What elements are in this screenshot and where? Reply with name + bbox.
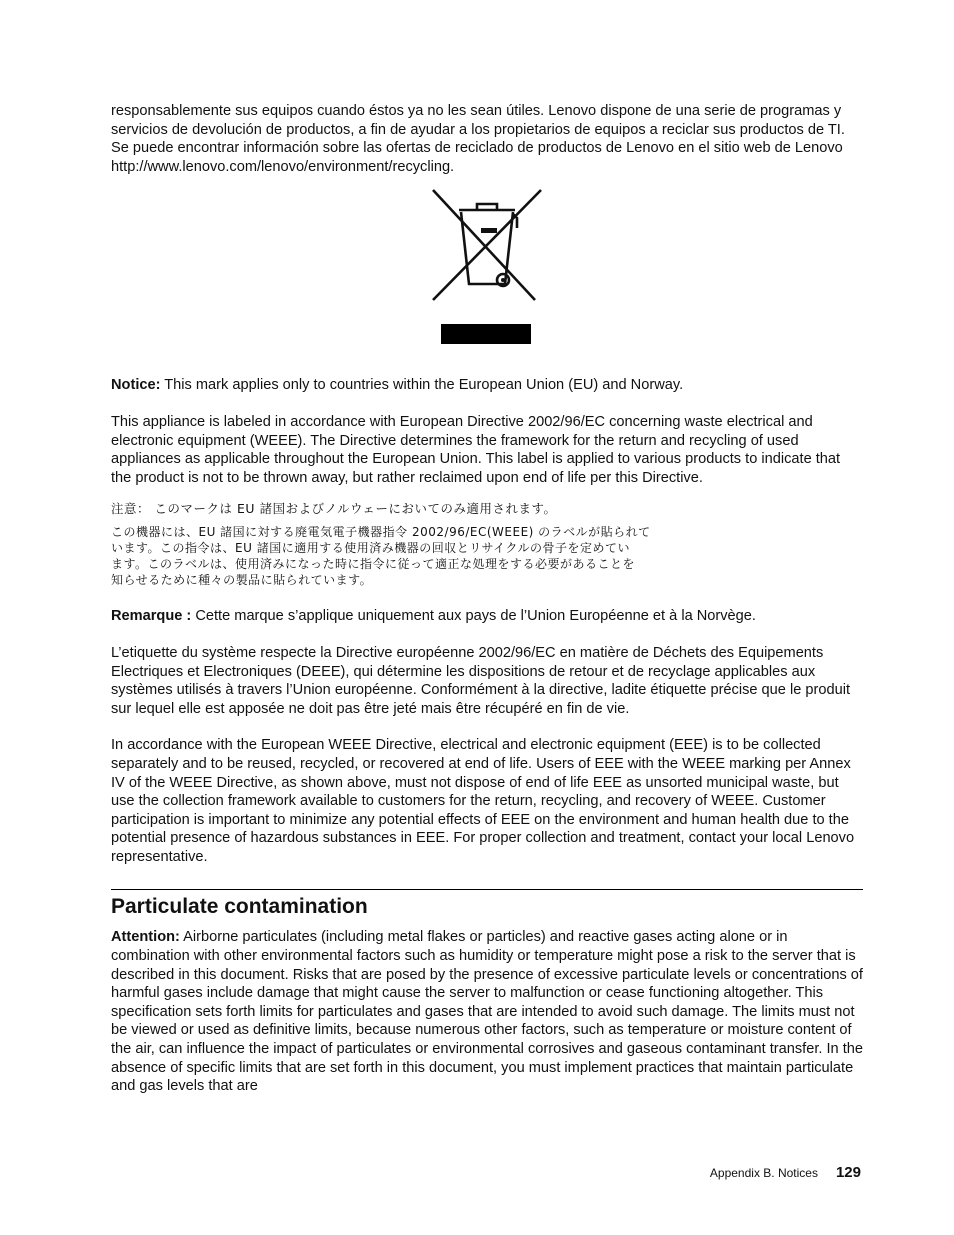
japanese-line: ます。このラベルは、使用済みになった時に指令に従って適正な処理をする必要があることを: [111, 557, 636, 572]
section-heading: Particulate contamination: [111, 895, 368, 919]
notice-text: This mark applies only to countries within the European Union (EU) and Norway.: [160, 377, 684, 394]
remarque-label: Remarque :: [111, 608, 192, 625]
japanese-line: います。この指令は、EU 諸国に適用する使用済み機器の回収とリサイクルの骨子を定めてい: [111, 541, 631, 556]
japanese-line: この機器には、EU 諸国に対する廃電気電子機器指令 2002/96/EC(WEEE) のラベルが貼られて: [111, 525, 651, 540]
french-directive-paragraph: L’etiquette du système respecte la Directive européenne 2002/96/EC en matière de Déchets des Equipements Electriques et Electroniques (DEEE), qui détermine les dispositions de retour et de recyclage applicables aux systèmes utilisés à travers l’Union européenne. Conformément à la directive, ladite étiquette précise que le produit sur lequel elle est apposée ne doit pas être jeté mais être récupéré en fin de vie.: [111, 644, 850, 717]
document-page: [111, 102, 863, 1096]
japanese-notice-body: [111, 524, 863, 588]
attention-paragraph: [111, 928, 863, 1095]
section-divider: [111, 889, 863, 890]
weee-crossed-bin-icon: [431, 188, 543, 348]
remarque-text: Cette marque s’applique uniquement aux pays de l’Union Européenne et à la Norvège.: [191, 608, 756, 625]
notice-label: Notice:: [111, 377, 161, 394]
notice-paragraph: [111, 376, 863, 395]
japanese-line: 知らせるために種々の製品に貼られています。: [111, 573, 373, 588]
eu-directive-paragraph: This appliance is labeled in accordance with European Directive 2002/96/EC concerning waste electrical and electronic equipment (WEEE). The Directive determines the framework for the return and recycling of used appliances as applicable throughout the European Union. This label is applied to various products to indicate that the product is not to be thrown away, but rather reclaimed upon end of life per this Directive.: [111, 413, 841, 486]
remarque-paragraph: [111, 607, 863, 626]
weee-directive-paragraph: In accordance with the European WEEE Directive, electrical and electronic equipment (EEE) is to be collected separately and to be reused, recycled, or recovered at end of life. Users of EEE with the WEEE marking per Annex IV of the WEEE Directive, as shown above, must not dispose of end of life EEE as unsorted municipal waste, but use the collection framework available to customers for the return, recycling, and recovery of WEEE. Customer participation is important to minimize any potential effects of EEE on the environment and human health due to the potential presence of hazardous substances in EEE. For proper collection and treatment, contact your local Lenovo representative.: [111, 737, 855, 865]
intro-paragraph: [111, 102, 863, 176]
intro-text: responsablemente sus equipos cuando éstos ya no les sean útiles. Lenovo dispone de una serie de programas y servicios de devolución de productos, a fin de ayudar a los propietarios de equipos a reciclar sus productos de TI. Se puede encontrar información sobre las ofertas de reciclado de productos de Lenovo en el sitio web de Lenovo: [111, 103, 845, 157]
japanese-notice-title: 注意： このマークは EU 諸国およびノルウェーにおいてのみ適用されます。: [111, 501, 557, 517]
attention-label: Attention:: [111, 929, 180, 946]
page-footer: [710, 1164, 861, 1181]
recycling-url: http://www.lenovo.com/lenovo/environment/recycling.: [111, 158, 455, 175]
page-number: 129: [835, 1164, 861, 1181]
footer-label: Appendix B. Notices: [709, 1166, 818, 1180]
attention-text: Airborne particulates (including metal flakes or particles) and reactive gases acting alone or in combination with other environmental factors such as humidity or temperature might pose a risk to the server that is described in this document. Risks that are posed by the presence of excessive particulate levels or concentrations of harmful gases include damage that might cause the server to malfunction or cease functioning altogether. This specification sets forth limits for particulates and gases that are intended to avoid such damage. The limits must not be viewed or used as definitive limits, because numerous other factors, such as temperature or moisture content of the air, can influence the impact of particulates or environmental corrosives and gaseous contaminant transfer. In the absence of specific limits that are set forth in this document, you must implement practices that maintain particulate and gas levels that are: [111, 929, 863, 1095]
